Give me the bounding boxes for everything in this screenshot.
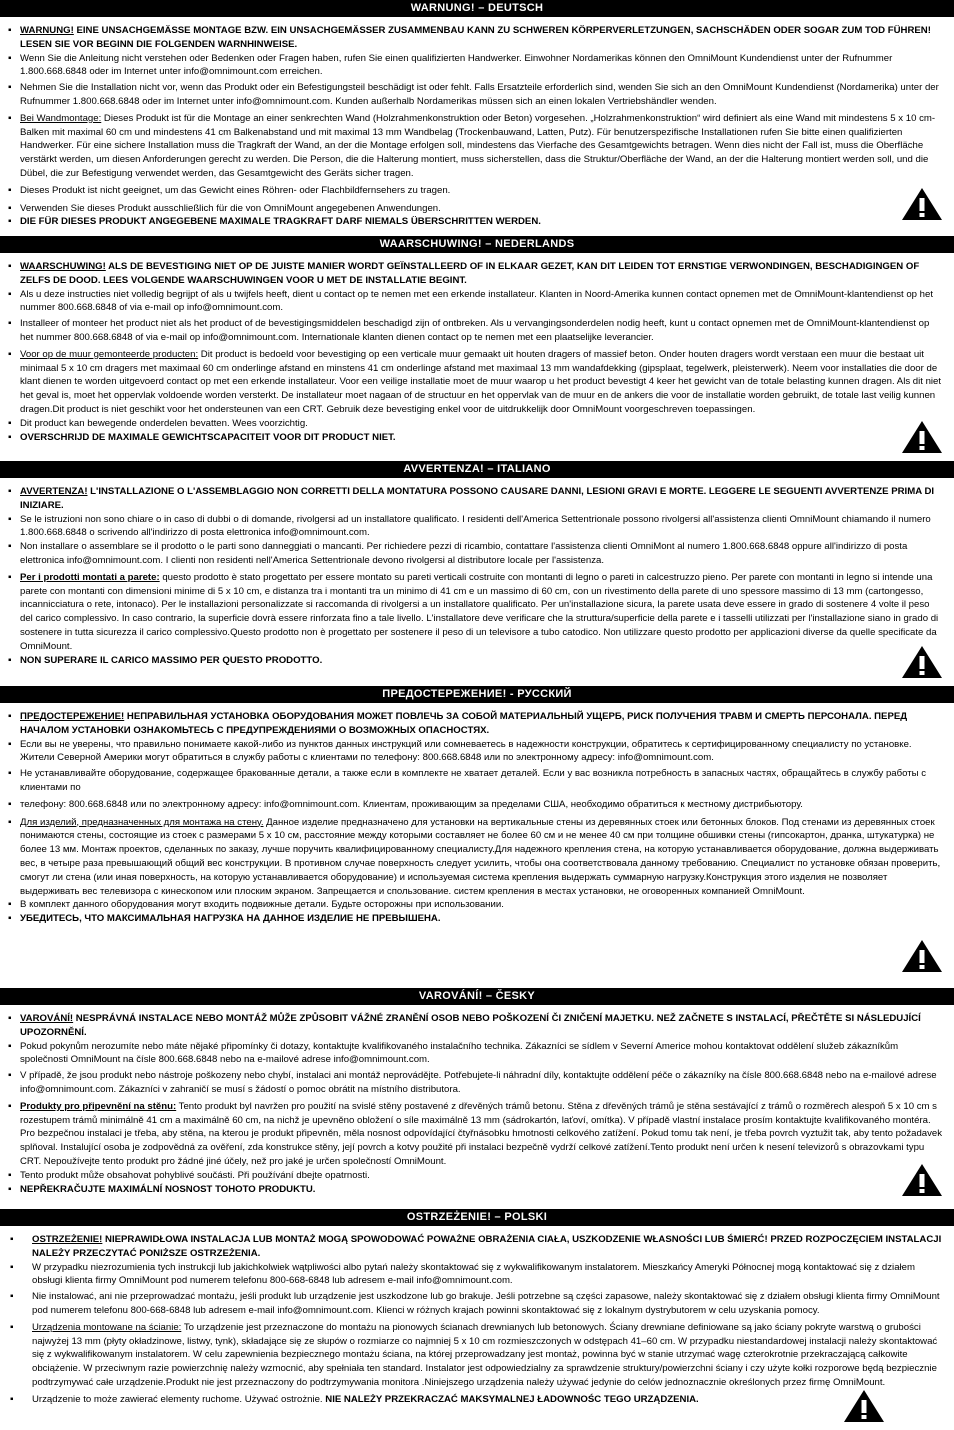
warning-triangle-icon (842, 1388, 886, 1424)
list-item: ▪ Per i prodotti montati a parete: questo prodotto è stato progettato per essere montato su pareti verticali costruite con montanti di legno o pareti in calcestruzzo pieno. Per parete con montanti in legno si intende una parete con montanti con dimensioni minime di 5 x 10 cm, e distanza tra i montanti tra un minimo di 41 cm e un massimo di 60 cm, con un rivestimento della parete di uno spessore massimo di 13 mm (cartongesso, incannicciatura o rete, intonaco). Per le installazioni personalizzate si raccomanda di rivolgersi a un installatore qualificato. Per un'installazione sicura, la parete usata deve essere in grado di sostenere 4 volte il peso del carico complessivo. In caso contrario, la superficie dovrà essere rinforzata fino a tale livello. L'installatore deve verificare che la struttura/superficie della parete e i tasselli utilizzati per l'installazione siano in grado di sostenere in tutta sicurezza il carico complessivo.Questo prodotto non è progettato per sostenere il peso di un televisore a tubo catodico. Non utilizzare questo prodotto per applicazioni diverse da quelle specificate da OmniMount. (20, 571, 944, 654)
list-item: ▪ NON SUPERARE IL CARICO MASSIMO PER QUESTO PRODOTTO. (20, 654, 944, 668)
list-item: ▪ Не устанавливайте оборудование, содержащее бракованные детали, а также если в комплекте не хватает деталей. Если у вас возникла потребность в запасных частях, обращайтесь в службу работы с клиентами по (20, 767, 944, 795)
section-deutsch (0, 0, 954, 229)
list-item: ▪ NEPŘEKRAČUJTE MAXIMÁLNÍ NOSNOST TOHOTO PRODUKTU. (20, 1183, 944, 1197)
warning-triangle-icon (900, 1162, 944, 1198)
list-item: ▪ Для изделий, предназначенных для монтажа на стену. Данное изделие предназначено для установки на вертикальные стены из деревянных стоек или бетонных блоков. Под стенами из деревянных стоек понимаются стены, состоящие из стоек с размерами 5 x 10 см, расстояние между которыми составляет не более 60 см и не менее 40 см при толщине обшивки стены (гипсокартон, дранка, штукатурка) не более 13 мм. Монтаж проектов, сделанных по заказу, лучше поручить квалифицированному специалисту.Для надежного крепления стена, на которую устанавливается оборудование, должна выдерживать вес, в четыре раза превышающий общий вес конструкции. В противном случае поверхность следует усилить, чтобы она соответствовала данному требованию. Специалист по установке обязан проверить, смогут ли стена (или иная поверхность, на которую устанавливается оборудование) и используемая система крепления выдержать суммарную нагрузку.Конструкция этого изделия не позволяет выдерживать вес телевизора с кинескопом или плоским экраном. Запрещается и спользование. систем крепления в местах установки, не оговоренных компанией OmniMount. (20, 816, 944, 899)
list-item: ▪ Nehmen Sie die Installation nicht vor, wenn das Produkt oder ein Befestigungsteil beschädigt ist oder fehlt. Falls Ersatzteile erforderlich sind, wenden Sie sich an den OmniMount Kundendienst (Nordamerika) unter der Rufnummer 1.800.668.6848 oder im Internet unter info@omnimount.com. Kunden außerhalb Nordamerikas müssen sich an einen lokalen Vertriebshändler wenden. (20, 81, 944, 109)
list-item: ▪ W przypadku niezrozumienia tych instrukcji lub jakichkolwiek wątpliwości albo pytań należy skontaktować się z wykwalifikowanym instalatorem. Mieszkańcy Ameryki Północnej mogą kontaktować się z działem obsługi klienta firmy OmniMount pod numerem telefonu 800-668-6848 lub adresem e-mail info@omnimount.com. (32, 1261, 944, 1289)
list-item: ▪ WAARSCHUWING! ALS DE BEVESTIGING NIET OP DE JUISTE MANIER WORDT GEÏNSTALLEERD OF IN ELKAAR GEZET, KAN DIT LEIDEN TOT ERNSTIGE VERWONDINGEN, BESCHADIGINGEN OF ZELFS DE DOOD. LEES VOLGENDE WAARSCHUWINGEN VOOR U MET DE INSTALLATIE BEGINT. (20, 260, 944, 288)
list-item: ▪ Pokud pokynům nerozumíte nebo máte nějaké připomínky či dotazy, kontaktujte kvalifikovaného instalačního technika. Zákazníci se sídlem v Severní Americe mohou kontaktovat oddělení služeb zákazníkům společnosti OmniMount na čísle 800.668.6848 nebo na e-mailové adrese info@omnimount.com. (20, 1040, 944, 1068)
section-header: OSTRZEŻENIE! – POLSKI (0, 1209, 954, 1226)
section-header: WAARSCHUWING! – NEDERLANDS (0, 236, 954, 253)
list-item: ▪ Urządzenie to może zawierać elementy ruchome. Używać ostrożnie. NIE NALEŻY PRZEKRACZAĆ MAKSYMALNEJ ŁADOWNOŚC TEGO URZĄDZENIA. (32, 1393, 944, 1407)
list-item: ▪ Dit product kan bewegende onderdelen bevatten. Wees voorzichtig. (20, 417, 944, 431)
list-item: ▪ ПРЕДОСТЕРЕЖЕНИЕ! НЕПРАВИЛЬНАЯ УСТАНОВКА ОБОРУДОВАНИЯ МОЖЕТ ПОВЛЕЧЬ ЗА СОБОЙ МАТЕРИАЛЬНЫЙ УЩЕРБ, РИСК ПОЛУЧЕНИЯ ТРАВМ И СМЕРТЬ ПЕРСОНАЛА. ПЕРЕД НАЧАЛОМ УСТАНОВКИ ОЗНАКОМЬТЕСЬ С ПРЕДУПРЕЖДЕНИЯМИ О ВОЗМОЖНЫХ ОПАСНОСТЯХ. (20, 710, 944, 738)
section-header: ПРЕДОСТЕРЕЖЕНИЕ! - РУССКИЙ (0, 686, 954, 703)
section-header: VAROVÁNÍ! – ČESKY (0, 988, 954, 1005)
list-item: ▪ VAROVÁNÍ! NESPRÁVNÁ INSTALACE NEBO MONTÁŽ MŮŽE ZPŮSOBIT VÁŽNÉ ZRANĚNÍ OSOB NEBO POŠKOZENÍ ČI ZNIČENÍ MAJETKU. NEŽ ZAČNETE S INSTALACÍ, PŘEČTĚTE SI NÁSLEDUJÍCÍ UPOZORNĚNÍ. (20, 1012, 944, 1040)
list-item: ▪ V případě, že jsou produkt nebo nástroje poškozeny nebo chybí, instalaci ani montáž neprovádějte. Potřebujete-li náhradní díly, kontaktujte oddělení péče o zákazníky na čísle 800.668.6848 nebo na e-mailové adrese info@omnimount.com. Zákazníci v zahraničí se musí s žádostí o pomoc obrátit na místního distributora. (20, 1069, 944, 1097)
warning-triangle-icon (900, 419, 944, 455)
warning-triangle-icon (900, 186, 944, 222)
list-item: ▪ WARNUNG! EINE UNSACHGEMÄSSE MONTAGE BZW. EIN UNSACHGEMÄSSER ZUSAMMENBAU KANN ZU SCHWEREN KÖRPERVERLETZUNGEN, SACHSCHÄDEN ODER SOGAR ZUM TOD FÜHREN! LESEN SIE VOR BEGINN DIE FOLGENDEN WARNHINWEISE. (20, 24, 944, 52)
list-item: ▪ Если вы не уверены, что правильно понимаете какой-либо из пунктов данных инструкций или сомневаетесь в надежности конструкции, обратитесь к сертифицированному специалисту по установке. Жители Северной Америки могут обратиться в службу работы с клиентами по телефону: 800.668.6848 или по электронному адресу: info@omnimount.com. (20, 738, 944, 766)
list-item: ▪ В комплект данного оборудования могут входить подвижные детали. Будьте осторожны при использовании. (20, 898, 944, 912)
list-item: ▪ УБЕДИТЕСЬ, ЧТО МАКСИМАЛЬНАЯ НАГРУЗКА НА ДАННОЕ ИЗДЕЛИЕ НЕ ПРЕВЫШЕНА. (20, 912, 944, 926)
list-item: ▪ Non installare o assemblare se il prodotto o le parti sono danneggiati o mancanti. Per richiedere pezzi di ricambio, contattare l'assistenza clienti OmniMont al numero 1.800.668.6848 oppure all'indirizzo di posta elettronica info@omnimount.com. I clienti non residenti nell'America Settentrionale devono rivolgersi al distributore locale per l'assistenza. (20, 540, 944, 568)
section-header: AVVERTENZA! – ITALIANO (0, 461, 954, 478)
warning-triangle-icon (900, 938, 944, 974)
list-item: ▪ DIE FÜR DIESES PRODUKT ANGEGEBENE MAXIMALE TRAGKRAFT DARF NIEMALS ÜBERSCHRITTEN WERDEN. (20, 215, 944, 229)
list-item: ▪ телефону: 800.668.6848 или по электронному адресу: info@omnimount.com. Клиентам, проживающим за пределами США, необходимо обратиться к местному дистрибьютору. (20, 798, 944, 812)
list-item: ▪ Nie instalować, ani nie przeprowadzać montażu, jeśli produkt lub urządzenie jest uszkodzone lub go brakuje. Jeśli potrzebne są części zapasowe, należy skontaktować się z działem obsługi klienta firmy OmniMount pod numerem telefonu 800-668-6848 lub adresem e-mail info@omnimount.com. Klienci w różnych krajach powinni skontaktować się z lokalnym dystrybutorem w celu uzyskania pomocy. (32, 1290, 944, 1318)
list-item: ▪ Tento produkt může obsahovat pohyblivé součásti. Při používání dbejte opatrnosti. (20, 1169, 944, 1183)
list-item: ▪ Installeer of monteer het product niet als het product of de bevestigingsmiddelen beschadigd zijn of ontbreken. Als u vervangingsonderdelen nodig heeft, kunt u contact opnemen met de OmniMount-klantendienst op het nummer 800.668.6848 of via e-mail op info@omnimount.com. Internationale klanten dienen contact op te nemen met een plaatselijke leverancier. (20, 317, 944, 345)
section-russian (0, 686, 954, 926)
list-item: ▪ Wenn Sie die Anleitung nicht verstehen oder Bedenken oder Fragen haben, rufen Sie einen qualifizierten Handwerker. Einwohner Nordamerikas können den OmniMount Kundendienst unter der Rufnummer 1.800.668.6848 oder im Internet unter info@omnimount.com erreichen. (20, 52, 944, 80)
list-item: ▪ Se le istruzioni non sono chiare o in caso di dubbi o di domande, rivolgersi ad un installatore qualificato. I residenti dell'America Settentrionale possono rivolgersi all'assistenza clienti OmniMount chiamando il numero 1.800.668.6848 o scrivendo all'indirizzo di posta elettronica info@omnimount.com. (20, 513, 944, 541)
list-item: ▪ Voor op de muur gemonteerde producten: Dit product is bedoeld voor bevestiging op een verticale muur gemaakt uit houten dragers of massief beton. Onder houten dragers wordt verstaan een muur die bestaat uit minimaal 5 x 10 cm dragers met maximaal 60 cm onderlinge afstand en minstens 41 cm onderlinge afstand met maximaal 13 mm wandafdekking (gipsplaat, tegelwerk, pleisterwerk). Neem voor installaties die door de klant dienen te worden uitgevoerd contact op met een erkende installateur. Voor een veilige installatie moet de muur waarop u het product bevestigt 4 keer het gewicht van de totale belasting kunnen dragen. Als dit niet het geval is, moet het oppervlak voldoende worden versterkt. De installateur moet nagaan of de structuur en het oppervlak van de muur en de ankers die voor de installatie worden gebruikt, de totale last veilig kunnen dragen.Dit product is niet geschikt voor het ondersteunen van een CRT. Gebruik deze bevestiging enkel voor de uitdrukkelijk door OmniMount voorgeschreven toepassingen. (20, 348, 944, 417)
section-italiano (0, 461, 954, 667)
section-header: WARNUNG! – DEUTSCH (0, 0, 954, 17)
list-item: ▪ OVERSCHRIJD DE MAXIMALE GEWICHTSCAPACITEIT VOOR DIT PRODUCT NIET. (20, 431, 944, 445)
list-item: ▪ Dieses Produkt ist nicht geeignet, um das Gewicht eines Röhren- oder Flachbildfernsehers zu tragen. (20, 184, 944, 198)
section-czech (0, 988, 954, 1196)
list-item: ▪ Bei Wandmontage: Dieses Produkt ist für die Montage an einer senkrechten Wand (Holzrahmenkonstruktion oder Beton) vorgesehen. „Holzrahmenkonstruktion“ wird definiert als eine Wand mit mindestens 5 x 10 cm-Balken mit maximal 60 cm und mindestens 41 cm Balkenabstand und mit maximal 13 mm Wandbelag (Trockenbauwand, Latten, Putz). Für benutzerspezifische Installationen rufen Sie bitte einen qualifizierten Handwerker. Für eine sichere Installation muss die Tragkraft der Wand, an der die Montage erfolgen soll, mindestens das Vierfache des Gesamtgewichts betragen. Wenn dies nicht der Fall ist, muss die Oberfläche verstärkt werden, um diesen Anforderungen gerecht zu werden. Die Person, die die Halterung montiert, muss sicherstellen, dass die Struktur/Oberfläche der Wand, an der die Halterung montiert werden soll, und die Dübel, die zur Befestigung verwendet werden, das Gesamtgewicht des Geräts sicher tragen. (20, 112, 944, 181)
section-polish (0, 1209, 954, 1407)
list-item: ▪ AVVERTENZA! L'INSTALLAZIONE O L'ASSEMBLAGGIO NON CORRETTI DELLA MONTATURA POSSONO CAUSARE DANNI, LESIONI GRAVI E MORTE. LEGGERE LE SEGUENTI AVVERTENZE PRIMA DI INIZIARE. (20, 485, 944, 513)
list-item: ▪ Verwenden Sie dieses Produkt ausschließlich für die von OmniMount angegebenen Anwendungen. (20, 202, 944, 216)
list-item: ▪ Urządzenia montowane na ścianie: To urządzenie jest przeznaczone do montażu na pionowych ścianach drewnianych lub betonowych. Ściany drewniane definiowane są jako ściany pokryte warstwą o grubości najwyżej 13 mm (płyty okładzinowe, listwy, tynk), składające się ze słupów o rozmiarze co najmniej 5 x 10 cm rozmieszczonych w odstępach 41–60 cm. W przypadku niestandardowej instalacji należy skontaktować się z wykwalifikowanym instalatorem. W celu zapewnienia bezpiecznego montażu ściana, na której przeprowadzany jest montaż, powinna być w stanie utrzymać wagę czterokrotnie przekraczającą całkowite obciążenie. W przeciwnym razie powierzchnię należy wzmocnić, aby spełniała ten standard. Instalator jest odpowiedzialny za sprawdzenie struktury/powierzchni ściany i czy użyte kołki rozporowe będą bezpiecznie podtrzymywać całe urządzenie.Produkt nie jest przeznaczony do podtrzymywania monitora .Niniejszego urządzenia należy używać jedynie do celów jednoznacznie określonych przez firmę OmniMount. (32, 1321, 944, 1390)
list-item: ▪ Als u deze instructies niet volledig begrijpt of als u twijfels heeft, dient u contact op te nemen met een erkende installateur. Klanten in Noord-Amerika kunnen contact opnemen met de OmniMount-klantendienst op het nummer 800.668.6848 of via e-mail op info@omnimount.com. (20, 288, 944, 316)
warning-triangle-icon (900, 644, 944, 680)
section-nederlands (0, 236, 954, 444)
list-item: ▪ OSTRZEŻENIE! NIEPRAWIDŁOWA INSTALACJA LUB MONTAŻ MOGĄ SPOWODOWAĆ POWAŻNE OBRAŻENIA CIAŁA, USZKODZENIE WŁASNOŚCI LUB ŚMIERĆ! PRZED ROZPOCZĘCIEM INSTALACJI NALEŻY PRZECZYTAĆ PONIŻSZE OSTRZEŻENIA. (32, 1233, 944, 1261)
list-item: ▪ Produkty pro připevnění na stěnu: Tento produkt byl navržen pro použití na svislé stěny postavené z dřevěných trámů betonu. Stěna z dřevěných trámů je stěna sestávající z trámů o rozměrech alespoň 5 x 10 cm s rozestupem trámů minimálně 41 cm a maximálně 60 cm, na nichž je upevněno obložení o síle maximálně 13 mm (sádrokartón, laťoví, omítka). V případě vlastní instalace prosím kontaktujte kvalifikovaného montéra. Pro bezpečnou instalaci je třeba, aby stěna, na kterou je produkt připevněn, měla nosnost odpovídající čtyřnásobku hmotnosti celkového zatížení. Pokud tomu tak není, je třeba povrch vyztužit tak, aby tento požadavek splňoval. Instalující osoba je zodpovědná za ověření, zda konstrukce stěny, její povrch a kotvy použité při instalaci bezpečně vydrží celkové zatížení.Tento produkt není určen k nesení televizorů s obrazovkami typu CRT. Nepoužívejte tento produkt pro žádné jiné účely, než pro jaké je určen společností OmniMount. (20, 1100, 944, 1169)
